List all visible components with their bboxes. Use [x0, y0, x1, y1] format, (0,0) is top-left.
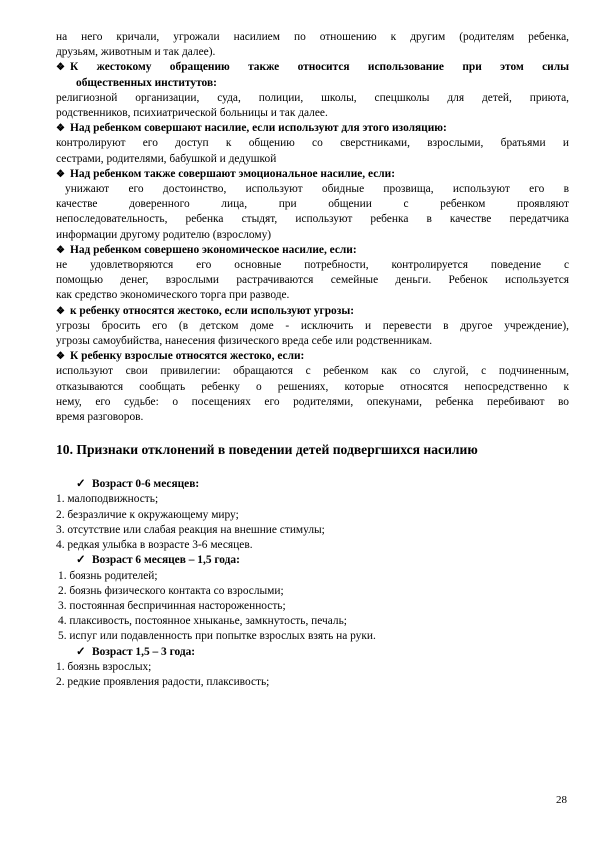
diamond-cross-icon: ❖ — [56, 244, 65, 256]
page-number: 28 — [556, 794, 567, 806]
list-item: 2. редкие проявления радости, плаксивость; — [56, 675, 270, 688]
block-text-line: контролируют его доступ к общению со сверстниками, взрослыми, братьями и — [56, 137, 569, 150]
block-heading: ❖ Над ребенком также совершают эмоциональное насилие, если: — [56, 167, 569, 182]
block-text-line: используют свои привилегии: обращаются с ребенком как со слугой, с подчиненным, — [56, 365, 569, 378]
diamond-cross-icon: ❖ — [56, 123, 65, 135]
list-item: 2. безразличие к окружающему миру; — [56, 508, 239, 521]
block-text-line: религиозной организации, суда, полиции, школы, спецшколы для детей, приюта, — [56, 91, 569, 104]
block-text-line: родственников, психиатрической больницы и так далее. — [56, 107, 328, 120]
block-heading: ❖ к ребенку относятся жестоко, если используют угрозы: — [56, 304, 569, 319]
diamond-cross-icon: ❖ — [56, 305, 65, 317]
section-title: 10. Признаки отклонений в поведении детей подвергшихся насилию — [56, 442, 478, 458]
diamond-cross-icon: ❖ — [56, 168, 65, 180]
block-text-line: сестрами, родителями, бабушкой и дедушкой — [56, 152, 277, 165]
block-text-line: непоследовательность, ребенка стыдят, используют ребенка в качестве передатчика — [56, 213, 569, 226]
block-heading-cont: общественных институтов: — [76, 76, 217, 89]
block-text-line: отказываются сообщать ребенку о решениях, которые относятся непосредственно к — [56, 380, 569, 393]
intro-line: на него кричали, угрожали насилием по отношению к другим (родителям ребенка, — [56, 31, 569, 43]
list-item: 5. испуг или подавленность при попытке взрослых взять на руки. — [58, 630, 376, 643]
block-text-line: время разговоров. — [56, 411, 144, 424]
list-item: 3. постоянная беспричинная настороженность; — [58, 599, 286, 612]
list-item: 1. боязнь взрослых; — [56, 660, 152, 673]
intro-line: друзьям, животным и так далее). — [56, 46, 216, 59]
page-content — [56, 30, 569, 690]
list-item: 1. малоподвижность; — [56, 493, 159, 506]
block-heading: ❖ Над ребенком совершено экономическое насилие, если: — [56, 243, 569, 258]
list-item: 4. плаксивость, постоянное хныканье, замкнутость, печаль; — [58, 615, 347, 628]
checkmark-icon: ✓ — [76, 478, 86, 491]
block-heading: ❖ К ребенку взрослые относятся жестоко, если: — [56, 349, 569, 364]
age-group-label: ✓ Возраст 1,5 – 3 года: — [56, 645, 569, 660]
block-text-line: угрозы бросить его (в детском доме - исключить и перевести в другое учреждение), — [56, 319, 569, 332]
list-item: 2. боязнь физического контакта со взрослыми; — [58, 584, 284, 597]
age-group-label: ✓ Возраст 0-6 месяцев: — [56, 477, 569, 492]
block-text-line: как средство экономического торга при разводе. — [56, 289, 290, 302]
block-text-line: угрозы самоубийства, нанесения физического вреда себе или родственникам. — [56, 335, 433, 348]
diamond-cross-icon: ❖ — [56, 62, 65, 74]
block-text-line: информации другому родителю (взрослому) — [56, 228, 272, 241]
list-item: 4. редкая улыбка в возрасте 3-6 месяцев. — [56, 539, 253, 552]
checkmark-icon: ✓ — [76, 645, 86, 658]
list-item: 1. боязнь родителей; — [58, 569, 158, 582]
block-text-line: нему, его судьбе: о посещениях его родителями, опекунами, ребенка перебивают во — [56, 395, 569, 408]
diamond-cross-icon: ❖ — [56, 351, 65, 363]
block-heading: ❖ Над ребенком совершают насилие, если используют для этого изоляцию: — [56, 121, 569, 136]
block-text-line: качестве доверенного лица, при общении с ребенком проявляют — [56, 198, 569, 211]
list-item: 3. отсутствие или слабая реакция на внешние стимулы; — [56, 523, 325, 536]
checkmark-icon: ✓ — [76, 554, 86, 567]
block-text-line: унижают его достоинство, используют обидные прозвища, используют его в — [65, 183, 569, 196]
block-text-line: не удовлетворяются его основные потребности, контролируется поведение с — [56, 259, 569, 272]
block-text-line: помощью денег, взрослыми растрачиваются семейные деньги. Ребенок используется — [56, 274, 569, 287]
block-heading: ❖ К жестокому обращению также относится использование при этом силы — [56, 60, 569, 75]
age-group-label: ✓ Возраст 6 месяцев – 1,5 года: — [56, 553, 569, 568]
